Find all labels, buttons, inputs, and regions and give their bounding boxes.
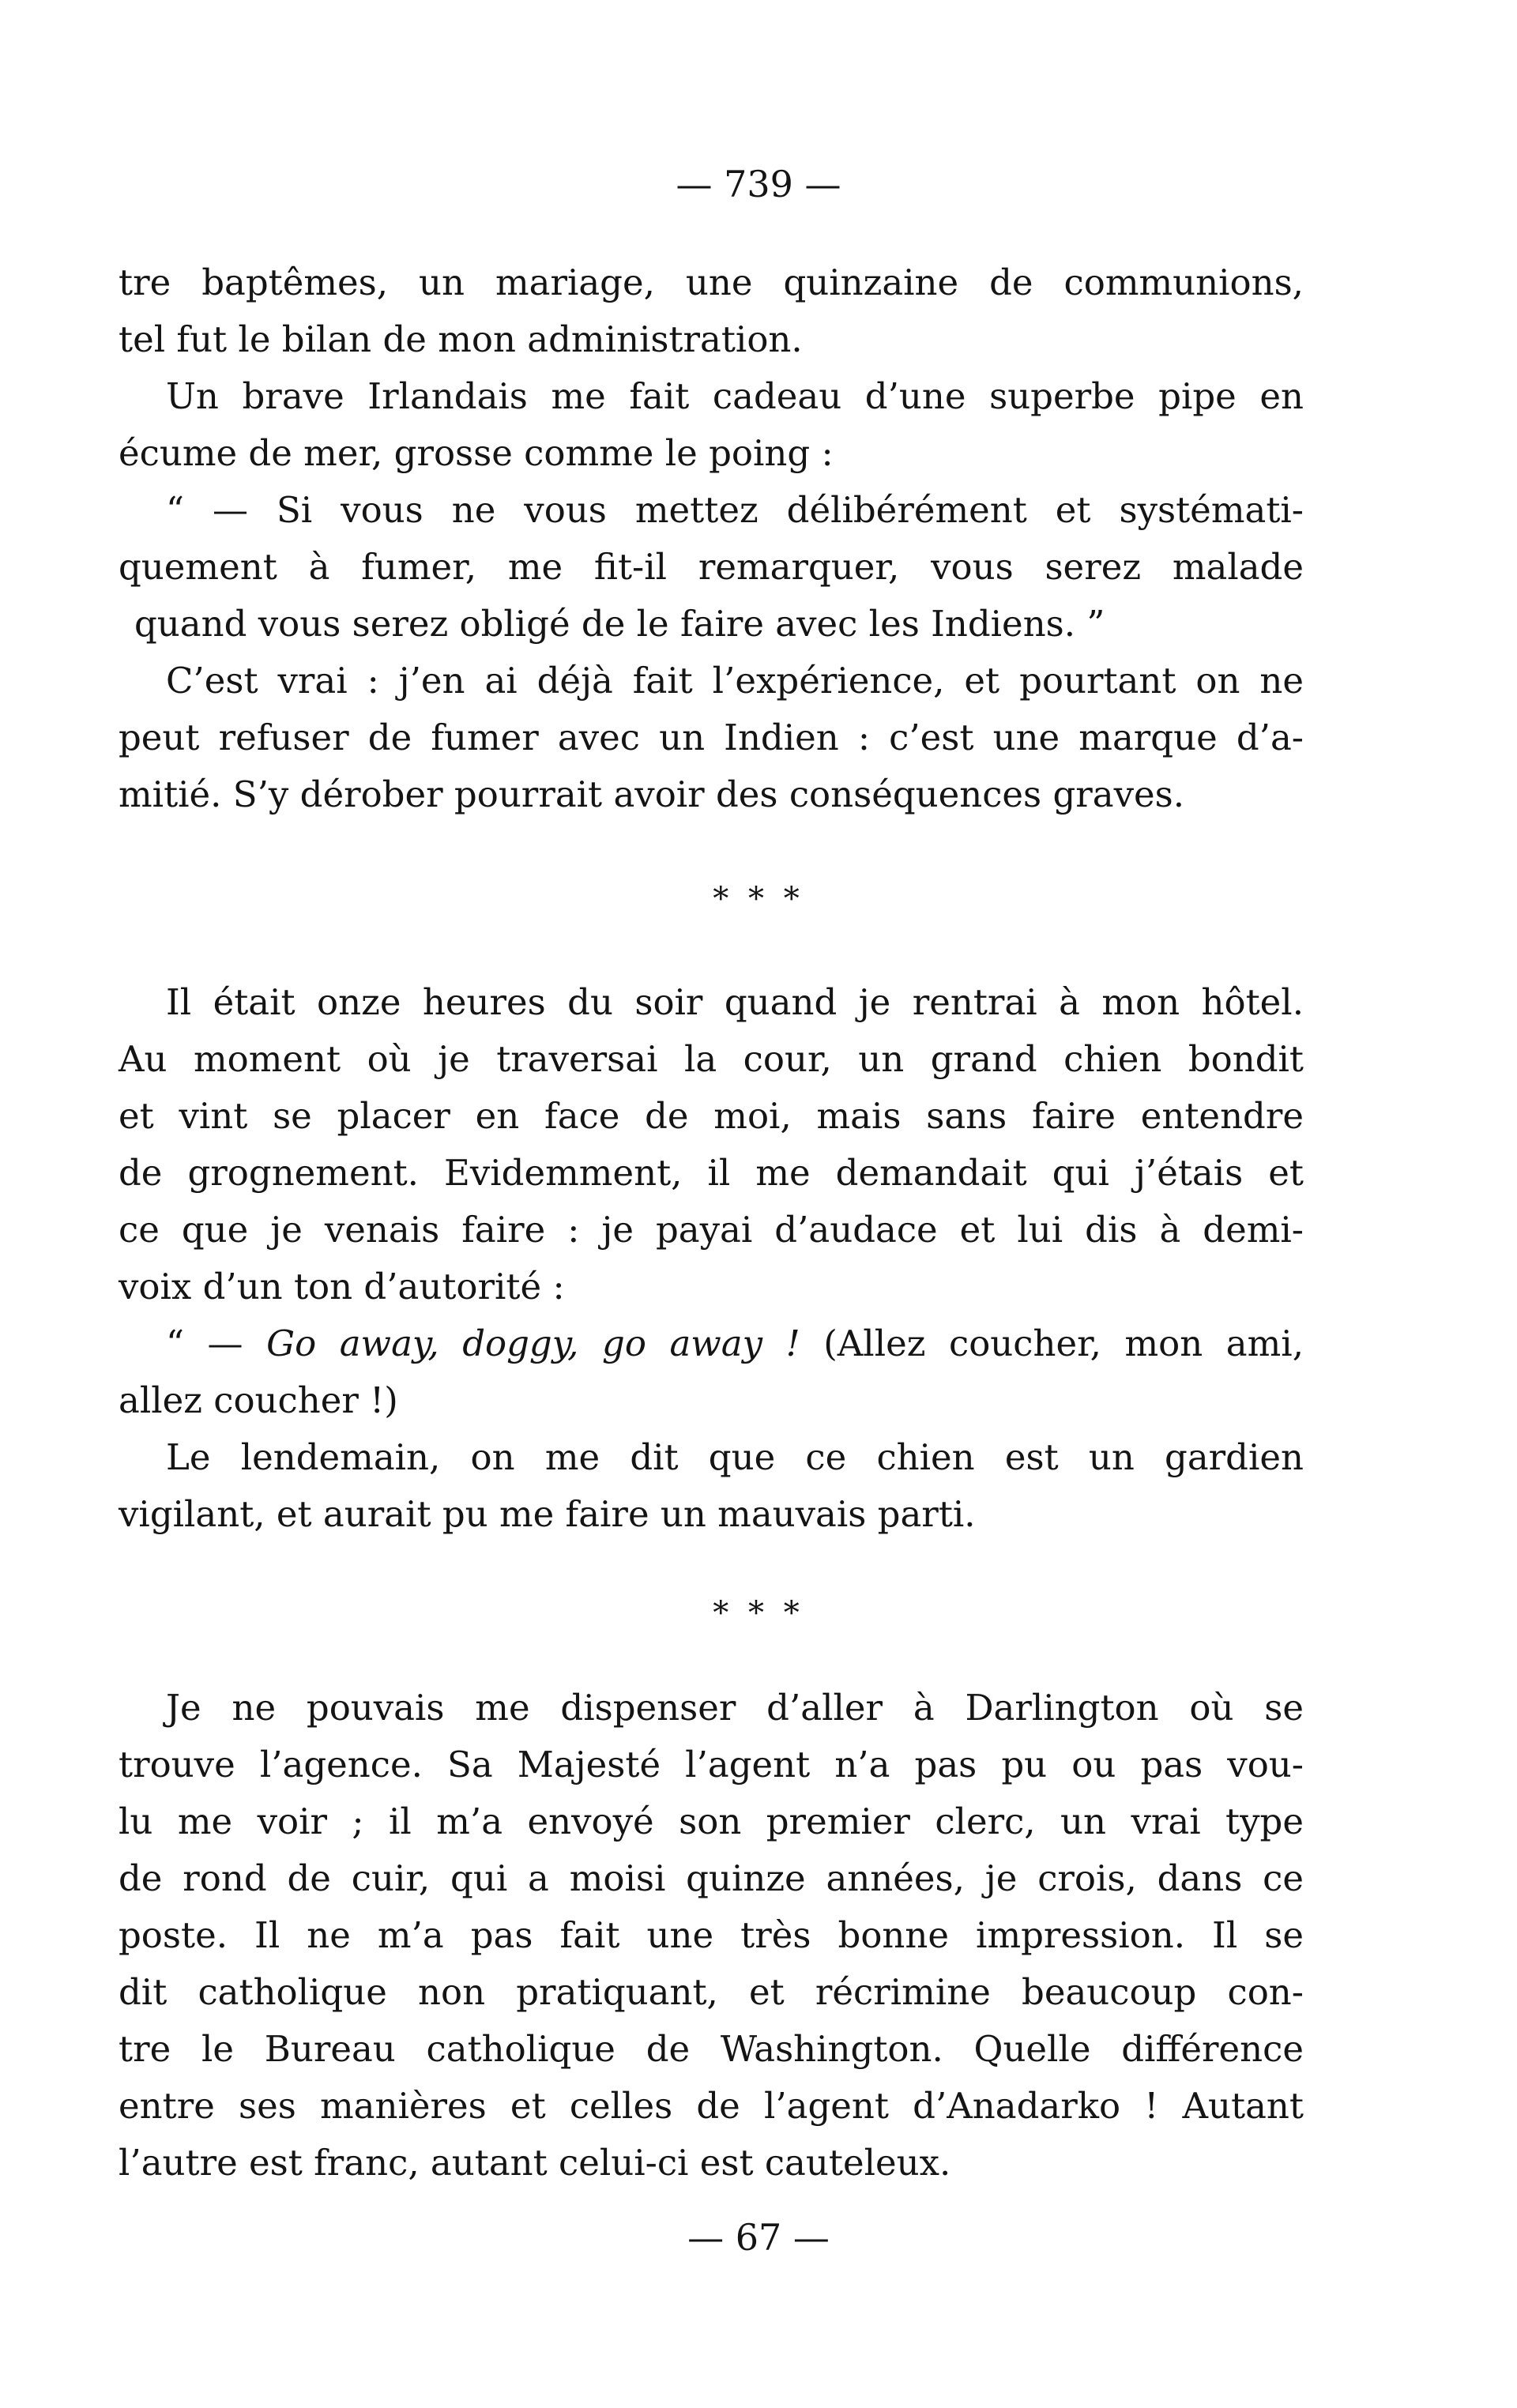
text-line: trouve l’agence. Sa Majesté l’agent n’a pas pu ou pas vou-: [119, 1744, 1304, 1785]
text-line: mitié. S’y dérober pourrait avoir des conséquences graves.: [119, 773, 1185, 815]
text-line: Il était onze heures du soir quand je rentrai à mon hôtel.: [166, 981, 1304, 1023]
text-line: Je ne pouvais me dispenser d’aller à Darlington où se: [166, 1687, 1304, 1729]
text-line: “ — Si vous ne vous mettez délibérément et systémati-: [166, 489, 1304, 531]
text-line: tre le Bureau catholique de Washington. Quelle différence: [119, 2028, 1304, 2070]
text-block-1: [119, 254, 1304, 823]
text-line: poste. Il ne m’a pas fait une très bonne impression. Il se: [119, 1914, 1304, 1956]
text-line: quement à fumer, me fit-il remarquer, vous serez malade: [119, 546, 1304, 588]
text-line: vigilant, et aurait pu me faire un mauvais parti.: [119, 1493, 976, 1535]
text-block-3: [119, 1680, 1304, 2192]
text-line: ce que je venais faire : je payai d’audace et lui dis à demi-: [119, 1209, 1304, 1251]
text-line: Un brave Irlandais me fait cadeau d’une superbe pipe en: [166, 375, 1304, 417]
text-line: Le lendemain, on me dit que ce chien est un gardien: [166, 1436, 1304, 1478]
text-line: écume de mer, grosse comme le poing :: [119, 432, 834, 474]
text-line: voix d’un ton d’autorité :: [119, 1266, 565, 1307]
dialogue-line: [119, 1315, 1304, 1372]
text-line: allez coucher !): [119, 1379, 398, 1421]
text-block-2: [119, 974, 1304, 1543]
text-line: dit catholique non pratiquant, et récrimine beaucoup con-: [119, 1971, 1304, 2013]
text-line: de rond de cuir, qui a moisi quinze années, je crois, dans ce: [119, 1857, 1304, 1899]
text-line: C’est vrai : j’en ai déjà fait l’expérience, et pourtant on ne: [166, 660, 1304, 702]
text-line: entre ses manières et celles de l’agent d’Anadarko ! Autant: [119, 2085, 1304, 2127]
quote-open: “ —: [166, 1323, 267, 1364]
text-line: lu me voir ; il m’a envoyé son premier clerc, un vrai type: [119, 1800, 1304, 1842]
text-line: Au moment où je traversai la cour, un grand chien bondit: [119, 1038, 1304, 1080]
text-line: quand vous serez obligé de le faire avec les Indiens. ”: [134, 603, 1105, 645]
text-line: l’autre est franc, autant celui-ci est cauteleux.: [119, 2142, 951, 2184]
text-line: tre baptêmes, un mariage, une quinzaine de communions,: [119, 261, 1304, 303]
text-line: tel fut le bilan de mon administration.: [119, 318, 803, 360]
text-line: de grognement. Evidemment, il me demandait qui j’étais et: [119, 1152, 1304, 1194]
text-line: peut refuser de fumer avec un Indien : c’est une marque d’a-: [119, 717, 1304, 758]
translation: (Allez coucher, mon ami,: [800, 1323, 1304, 1364]
section-separator-2: * * *: [713, 1595, 804, 1631]
section-separator-1: * * *: [713, 881, 804, 917]
text-line: et vint se placer en face de moi, mais sans faire entendre: [119, 1095, 1304, 1137]
english-phrase: Go away, doggy, go away !: [266, 1323, 800, 1364]
running-page-number: — 739 —: [676, 163, 841, 205]
page-number: — 67 —: [687, 2216, 830, 2259]
